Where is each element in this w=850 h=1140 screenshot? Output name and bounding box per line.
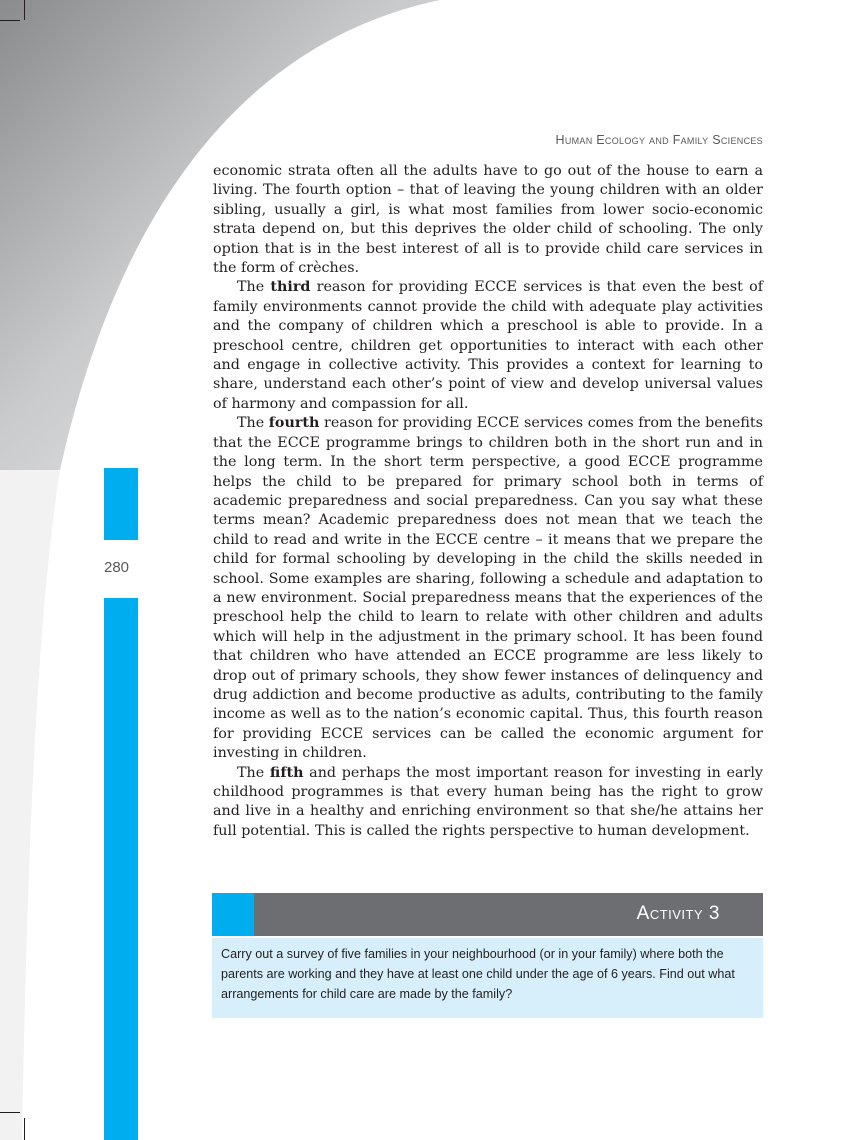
bold-term-third: third <box>270 279 311 296</box>
crop-mark-top-horizontal <box>0 20 20 21</box>
paragraph-1 <box>213 162 763 278</box>
paragraph-text: economic strata often all the adults have to go out of the house to earn a living. The fourth option – that of leaving the young children with an older sibling, usually a girl, is what most families from lower socio-economic strata depend on, but this deprives the older child of schooling. The only option that is in the best interest of all is to provide child care services in the form of crèches. <box>213 163 763 277</box>
bold-term-fifth: fifth <box>269 764 304 781</box>
running-header: Human Ecology and Family Sciences <box>555 133 763 147</box>
crop-mark-top-vertical <box>24 0 25 20</box>
paragraph-text: reason for providing ECCE services is that even the best of family environments cannot provide the child with adequate play activities and the company of children which a preschool is able to provide. In a preschool centre, children get opportunities to interact with each other and engage in collective activity. This provides a context for learning to share, understand each other’s point of view and develop universal values of harmony and compassion for all. <box>213 279 763 412</box>
margin-bar-top <box>104 468 138 540</box>
activity-text: Carry out a survey of five families in your neighbourhood (or in your family) where both the parents are working and they have at least one child under the age of 6 years. Find out what arrangements for child care are made by the family? <box>221 947 735 1001</box>
paragraph-4 <box>213 764 763 842</box>
paragraph-text: reason for providing ECCE services comes from the benefits that the ECCE programme brings to children both in the short run and in the long term. In the short term perspective, a good ECCE programme helps the child to be prepared for primary school both in terms of academic preparedness and social preparedness. Can you say what these terms mean? Academic preparedness does not mean that we teach the child to read and write in the ECCE centre – it means that we prepare the child for formal schooling by developing in the child the skills needed in school. Some examples are sharing, following a schedule and adaptation to a new environment. Social preparedness means that the experiences of the preschool help the child to learn to relate with other children and adults which will help in the adjustment in the primary school. It has been found that children who have attended an ECCE programme are less likely to drop out of primary schools, they show fewer instances of delinquency and drug addiction and become productive as adults, contributing to the family income as well as to the nation’s economic capital. Thus, this fourth reason for providing ECCE services can be called the economic argument for investing in children. <box>213 415 764 762</box>
paragraph-lead: The <box>237 764 270 781</box>
margin-bar-bottom <box>104 598 138 1140</box>
activity-title: Activity 3 <box>636 903 720 924</box>
activity-accent-block <box>212 893 254 936</box>
crop-mark-bottom-vertical <box>24 1118 25 1140</box>
paragraph-3 <box>213 414 763 763</box>
paragraph-2 <box>213 278 763 414</box>
crop-mark-bottom-horizontal <box>0 1112 20 1113</box>
paragraph-text: and perhaps the most important reason for investing in early childhood programmes is that every human being has the right to grow and live in a healthy and enriching environment so that she/he attains her full potential. This is called the rights perspective to human development. <box>213 764 764 839</box>
activity-box <box>212 938 763 1018</box>
paragraph-lead: The <box>237 415 269 432</box>
body-text <box>213 162 763 841</box>
page-number: 280 <box>104 559 130 576</box>
bold-term-fourth: fourth <box>268 415 320 432</box>
paragraph-lead: The <box>237 279 271 296</box>
activity-header <box>212 893 763 936</box>
